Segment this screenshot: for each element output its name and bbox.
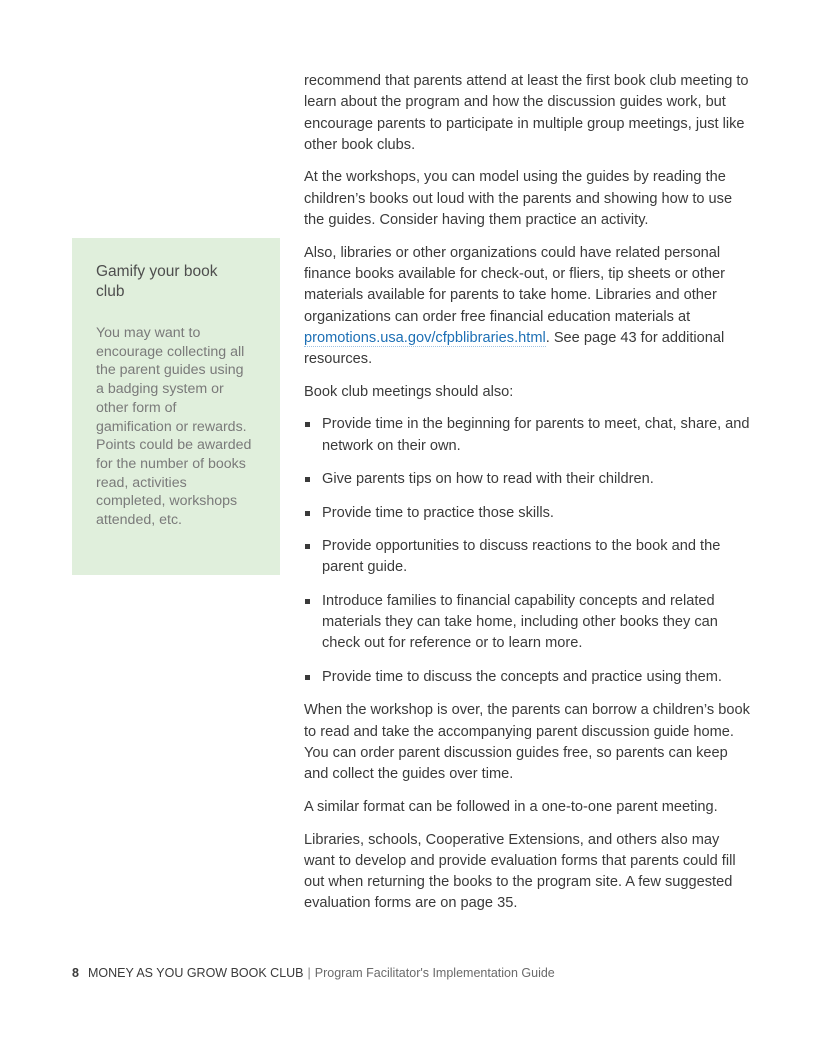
sidebar-title: Gamify your book club bbox=[96, 263, 218, 300]
list-item: Provide time to discuss the concepts and practice using them. bbox=[304, 667, 750, 688]
list-item: Provide opportunities to discuss reactions to the book and the parent guide. bbox=[304, 536, 750, 579]
square-bullet-icon bbox=[305, 544, 310, 549]
list-item: Provide time in the beginning for parents to meet, chat, share, and network on their own. bbox=[304, 414, 750, 457]
cfpb-libraries-link[interactable]: promotions.usa.gov/cfpblibraries.html bbox=[304, 329, 546, 346]
paragraph-one-to-one: A similar format can be followed in a one-to-one parent meeting. bbox=[304, 798, 718, 815]
materials-text: Also, libraries or other organizations could have related personal finance books available for check-out, or fliers, tip sheets or other materials available for parents to take home. Libraries and other organizations can order free financial education materials at bbox=[304, 244, 726, 325]
main-content bbox=[304, 71, 750, 926]
meetings-bullet-list bbox=[304, 414, 750, 688]
sidebar-body: You may want to encourage collecting all the parent guides using a badging system or other form of gamification or rewards. Points could be awarded for the number of books read, activities completed, workshops attended, etc. bbox=[96, 325, 252, 529]
footer-separator: | bbox=[307, 966, 311, 980]
paragraph-attendance: recommend that parents attend at least the first book club meeting to learn about the program and how the discussion guides work, but encourage parents to participate in multiple group meetings, just like other book clubs. bbox=[304, 73, 749, 153]
square-bullet-icon bbox=[305, 675, 310, 680]
page-footer bbox=[72, 965, 555, 981]
square-bullet-icon bbox=[305, 599, 310, 604]
sidebar-callout bbox=[72, 238, 280, 575]
list-item: Introduce families to financial capability concepts and related materials they can take home, including other books they can check out for reference or to learn more. bbox=[304, 591, 750, 655]
paragraph-meetings-intro: Book club meetings should also: bbox=[304, 383, 514, 400]
square-bullet-icon bbox=[305, 422, 310, 427]
paragraph-workshops: At the workshops, you can model using the guides by reading the children’s books out loud with the parents and showing how to use the guides. Consider having them practice an activity. bbox=[304, 169, 733, 229]
paragraph-evaluation: Libraries, schools, Cooperative Extensions, and others also may want to develop and provide evaluation forms that parents could fill out when returning the books to the program site. A few suggested evaluation forms are on page 35. bbox=[304, 831, 736, 912]
list-item: Give parents tips on how to read with their children. bbox=[304, 469, 750, 490]
paragraph-materials bbox=[304, 243, 750, 371]
footer-title: MONEY AS YOU GROW BOOK CLUB bbox=[87, 966, 304, 980]
square-bullet-icon bbox=[305, 511, 310, 516]
square-bullet-icon bbox=[305, 477, 310, 482]
paragraph-after-workshop: When the workshop is over, the parents can borrow a children’s book to read and take the accompanying parent discussion guide home. You can order parent discussion guides free, so parents can keep and collect the guides over time. bbox=[304, 702, 750, 783]
materials-text-end: . See page 43 for additional resources. bbox=[304, 329, 725, 368]
page-number: 8 bbox=[72, 966, 79, 980]
list-item: Provide time to practice those skills. bbox=[304, 503, 750, 524]
footer-subtitle: Program Facilitator's Implementation Guide bbox=[314, 966, 555, 980]
